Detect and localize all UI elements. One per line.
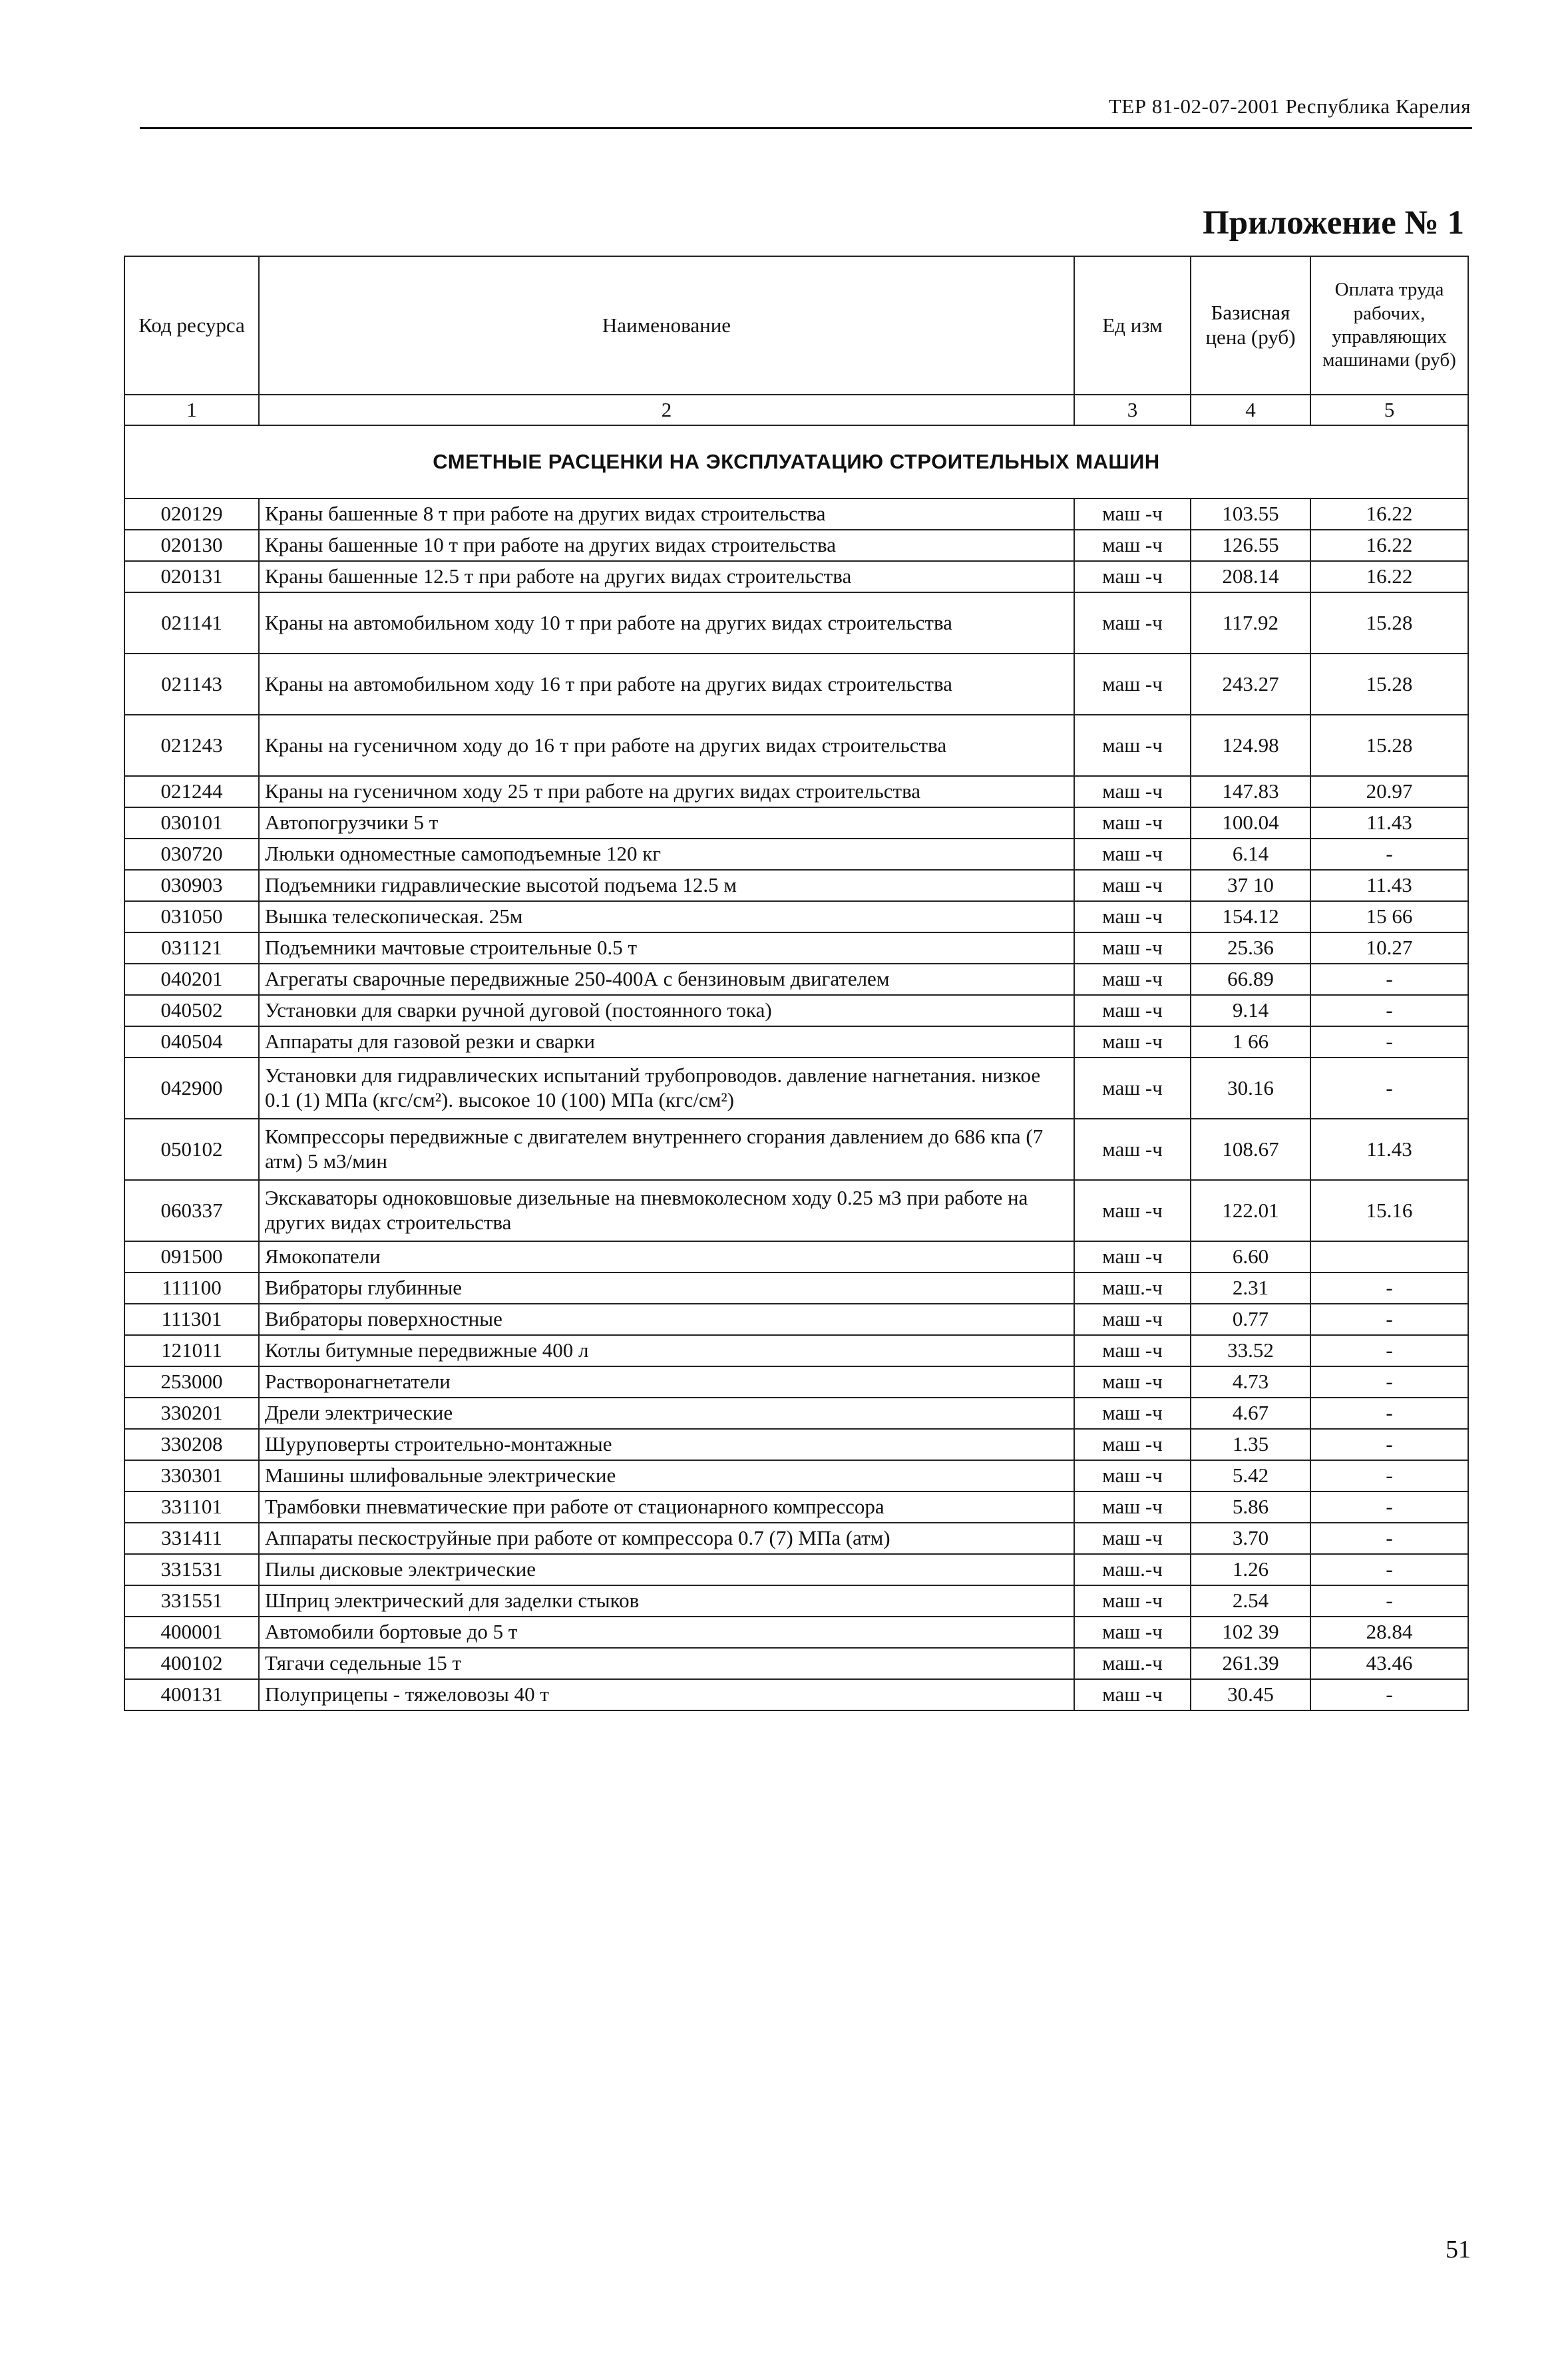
unit-cell: маш -ч — [1074, 1026, 1191, 1058]
table-row — [124, 1366, 1468, 1398]
unit-cell: маш -ч — [1074, 870, 1191, 901]
base-price-cell: 6.60 — [1191, 1241, 1310, 1273]
resource-name-cell: Котлы битумные передвижные 400 л — [259, 1335, 1074, 1366]
operator-wages-cell: - — [1310, 1304, 1468, 1335]
resource-name-cell: Автопогрузчики 5 т — [259, 807, 1074, 839]
table-row — [124, 995, 1468, 1026]
base-price-cell: 100.04 — [1191, 807, 1310, 839]
base-price-cell: 5.86 — [1191, 1491, 1310, 1523]
resource-name-cell: Экскаваторы одноковшовые дизельные на пневмоколесном ходу 0.25 м3 при работе на других видах строительства — [259, 1180, 1074, 1241]
resource-code-cell: 040504 — [124, 1026, 259, 1058]
operator-wages-cell: - — [1310, 995, 1468, 1026]
operator-wages-cell: 15.28 — [1310, 654, 1468, 715]
resource-name-cell: Краны на автомобильном ходу 16 т при работе на других видах строительства — [259, 654, 1074, 715]
column-number: 4 — [1191, 395, 1310, 425]
resource-name-cell: Люльки одноместные самоподъемные 120 кг — [259, 839, 1074, 870]
operator-wages-cell: - — [1310, 1058, 1468, 1119]
unit-cell: маш -ч — [1074, 1335, 1191, 1366]
base-price-cell: 261.39 — [1191, 1648, 1310, 1679]
unit-cell: маш -ч — [1074, 1180, 1191, 1241]
header-operator-wages: Оплата труда рабочих, управляющих машинами (руб) — [1310, 256, 1468, 395]
table-row — [124, 807, 1468, 839]
header-unit: Ед изм — [1074, 256, 1191, 395]
resource-name-cell: Вибраторы поверхностные — [259, 1304, 1074, 1335]
operator-wages-cell: 15 66 — [1310, 901, 1468, 932]
unit-cell: маш -ч — [1074, 592, 1191, 654]
unit-cell: маш -ч — [1074, 1523, 1191, 1554]
resource-name-cell: Подъемники гидравлические высотой подъема 12.5 м — [259, 870, 1074, 901]
table-row — [124, 715, 1468, 776]
operator-wages-cell: - — [1310, 1429, 1468, 1460]
table-row — [124, 1679, 1468, 1710]
operator-wages-cell: 10.27 — [1310, 932, 1468, 964]
unit-cell: маш -ч — [1074, 1119, 1191, 1180]
unit-cell: маш -ч — [1074, 561, 1191, 592]
resource-name-cell: Пилы дисковые электрические — [259, 1554, 1074, 1585]
table-row — [124, 1429, 1468, 1460]
resource-code-cell: 031050 — [124, 901, 259, 932]
base-price-cell: 5.42 — [1191, 1460, 1310, 1491]
column-number-row — [124, 395, 1468, 425]
resource-code-cell: 020131 — [124, 561, 259, 592]
base-price-cell: 208.14 — [1191, 561, 1310, 592]
unit-cell: маш -ч — [1074, 530, 1191, 561]
resource-code-cell: 111301 — [124, 1304, 259, 1335]
resource-code-cell: 030101 — [124, 807, 259, 839]
base-price-cell: 243.27 — [1191, 654, 1310, 715]
base-price-cell: 2.54 — [1191, 1585, 1310, 1617]
base-price-cell: 154.12 — [1191, 901, 1310, 932]
table-row — [124, 1273, 1468, 1304]
unit-cell: маш -ч — [1074, 932, 1191, 964]
column-number: 2 — [259, 395, 1074, 425]
operator-wages-cell: 11.43 — [1310, 807, 1468, 839]
resource-code-cell: 111100 — [124, 1273, 259, 1304]
resource-code-cell: 400102 — [124, 1648, 259, 1679]
header-row — [124, 256, 1468, 395]
resource-name-cell: Установки для гидравлических испытаний трубопроводов. давление нагнетания. низкое 0.1 (1) МПа (кгс/см²). высокое 10 (100) МПа (кгс/см²) — [259, 1058, 1074, 1119]
table-row — [124, 654, 1468, 715]
resource-name-cell: Краны на гусеничном ходу 25 т при работе на других видах строительства — [259, 776, 1074, 807]
base-price-cell: 102 39 — [1191, 1617, 1310, 1648]
resource-name-cell: Аппараты для газовой резки и сварки — [259, 1026, 1074, 1058]
operator-wages-cell: - — [1310, 1366, 1468, 1398]
resource-name-cell: Краны на автомобильном ходу 10 т при работе на других видах строительства — [259, 592, 1074, 654]
operator-wages-cell: - — [1310, 839, 1468, 870]
resource-code-cell: 331101 — [124, 1491, 259, 1523]
rates-table — [124, 256, 1469, 1711]
resource-name-cell: Компрессоры передвижные с двигателем внутреннего сгорания давлением до 686 кпа (7 атм) 5 м3/мин — [259, 1119, 1074, 1180]
resource-code-cell: 091500 — [124, 1241, 259, 1273]
base-price-cell: 9.14 — [1191, 995, 1310, 1026]
table-row — [124, 1119, 1468, 1180]
resource-code-cell: 400131 — [124, 1679, 259, 1710]
operator-wages-cell: 11.43 — [1310, 870, 1468, 901]
unit-cell: маш -ч — [1074, 1585, 1191, 1617]
table-row — [124, 839, 1468, 870]
table-row — [124, 1241, 1468, 1273]
base-price-cell: 37 10 — [1191, 870, 1310, 901]
table-row — [124, 1491, 1468, 1523]
unit-cell: маш -ч — [1074, 807, 1191, 839]
operator-wages-cell: - — [1310, 1273, 1468, 1304]
table-row — [124, 1026, 1468, 1058]
base-price-cell: 3.70 — [1191, 1523, 1310, 1554]
operator-wages-cell: 15.28 — [1310, 592, 1468, 654]
base-price-cell: 122.01 — [1191, 1180, 1310, 1241]
resource-code-cell: 030903 — [124, 870, 259, 901]
header-rule — [140, 127, 1472, 129]
unit-cell: маш -ч — [1074, 1241, 1191, 1273]
resource-code-cell: 030720 — [124, 839, 259, 870]
operator-wages-cell: 15.28 — [1310, 715, 1468, 776]
table-row — [124, 964, 1468, 995]
unit-cell: маш -ч — [1074, 995, 1191, 1026]
resource-code-cell: 021243 — [124, 715, 259, 776]
resource-code-cell: 021141 — [124, 592, 259, 654]
resource-code-cell: 330301 — [124, 1460, 259, 1491]
resource-name-cell: Растворонагнетатели — [259, 1366, 1074, 1398]
table-row — [124, 1398, 1468, 1429]
resource-code-cell: 331531 — [124, 1554, 259, 1585]
operator-wages-cell: 15.16 — [1310, 1180, 1468, 1241]
resource-name-cell: Шприц электрический для заделки стыков — [259, 1585, 1074, 1617]
table-row — [124, 1058, 1468, 1119]
operator-wages-cell: 43.46 — [1310, 1648, 1468, 1679]
resource-name-cell: Дрели электрические — [259, 1398, 1074, 1429]
table-row — [124, 530, 1468, 561]
resource-code-cell: 330208 — [124, 1429, 259, 1460]
operator-wages-cell: - — [1310, 1398, 1468, 1429]
resource-code-cell: 400001 — [124, 1617, 259, 1648]
unit-cell: маш -ч — [1074, 964, 1191, 995]
operator-wages-cell: - — [1310, 1554, 1468, 1585]
base-price-cell: 33.52 — [1191, 1335, 1310, 1366]
resource-name-cell: Аппараты пескоструйные при работе от компрессора 0.7 (7) МПа (атм) — [259, 1523, 1074, 1554]
resource-name-cell: Установки для сварки ручной дуговой (постоянного тока) — [259, 995, 1074, 1026]
resource-code-cell: 021244 — [124, 776, 259, 807]
resource-name-cell: Тягачи седельные 15 т — [259, 1648, 1074, 1679]
table-row — [124, 1648, 1468, 1679]
unit-cell: маш -ч — [1074, 1460, 1191, 1491]
resource-name-cell: Подъемники мачтовые строительные 0.5 т — [259, 932, 1074, 964]
operator-wages-cell: - — [1310, 1585, 1468, 1617]
table-row — [124, 1523, 1468, 1554]
unit-cell: маш -ч — [1074, 1429, 1191, 1460]
unit-cell: маш -ч — [1074, 1304, 1191, 1335]
resource-code-cell: 331411 — [124, 1523, 259, 1554]
rates-table-body — [124, 256, 1468, 1710]
base-price-cell: 6.14 — [1191, 839, 1310, 870]
unit-cell: маш -ч — [1074, 901, 1191, 932]
operator-wages-cell: - — [1310, 964, 1468, 995]
unit-cell: маш -ч — [1074, 839, 1191, 870]
operator-wages-cell: - — [1310, 1679, 1468, 1710]
base-price-cell: 2.31 — [1191, 1273, 1310, 1304]
resource-name-cell: Полуприцепы - тяжеловозы 40 т — [259, 1679, 1074, 1710]
base-price-cell: 66.89 — [1191, 964, 1310, 995]
resource-code-cell: 020129 — [124, 498, 259, 530]
unit-cell: маш.-ч — [1074, 1273, 1191, 1304]
resource-code-cell: 042900 — [124, 1058, 259, 1119]
resource-name-cell: Шуруповерты строительно-монтажные — [259, 1429, 1074, 1460]
base-price-cell: 1.26 — [1191, 1554, 1310, 1585]
unit-cell: маш -ч — [1074, 1058, 1191, 1119]
table-row — [124, 870, 1468, 901]
unit-cell: маш -ч — [1074, 715, 1191, 776]
table-row — [124, 932, 1468, 964]
resource-name-cell: Агрегаты сварочные передвижные 250-400А с бензиновым двигателем — [259, 964, 1074, 995]
header-base-price: Базисная цена (руб) — [1191, 256, 1310, 395]
base-price-cell: 0.77 — [1191, 1304, 1310, 1335]
table-row — [124, 1180, 1468, 1241]
resource-code-cell: 031121 — [124, 932, 259, 964]
operator-wages-cell: 16.22 — [1310, 530, 1468, 561]
base-price-cell: 4.67 — [1191, 1398, 1310, 1429]
column-number: 5 — [1310, 395, 1468, 425]
section-row — [124, 425, 1468, 498]
table-row — [124, 498, 1468, 530]
unit-cell: маш.-ч — [1074, 1554, 1191, 1585]
unit-cell: маш -ч — [1074, 1366, 1191, 1398]
resource-code-cell: 021143 — [124, 654, 259, 715]
operator-wages-cell: - — [1310, 1491, 1468, 1523]
resource-name-cell: Ямокопатели — [259, 1241, 1074, 1273]
unit-cell: маш -ч — [1074, 654, 1191, 715]
resource-name-cell: Автомобили бортовые до 5 т — [259, 1617, 1074, 1648]
resource-code-cell: 040502 — [124, 995, 259, 1026]
resource-code-cell: 331551 — [124, 1585, 259, 1617]
resource-code-cell: 330201 — [124, 1398, 259, 1429]
unit-cell: маш -ч — [1074, 776, 1191, 807]
base-price-cell: 25.36 — [1191, 932, 1310, 964]
operator-wages-cell: - — [1310, 1335, 1468, 1366]
resource-code-cell: 020130 — [124, 530, 259, 561]
table-row — [124, 1617, 1468, 1648]
resource-code-cell: 060337 — [124, 1180, 259, 1241]
header-name: Наименование — [259, 256, 1074, 395]
base-price-cell: 126.55 — [1191, 530, 1310, 561]
resource-name-cell: Краны башенные 10 т при работе на других видах строительства — [259, 530, 1074, 561]
table-row — [124, 776, 1468, 807]
operator-wages-cell — [1310, 1241, 1468, 1273]
resource-code-cell: 253000 — [124, 1366, 259, 1398]
operator-wages-cell: - — [1310, 1523, 1468, 1554]
table-row — [124, 592, 1468, 654]
operator-wages-cell: - — [1310, 1026, 1468, 1058]
resource-code-cell: 050102 — [124, 1119, 259, 1180]
operator-wages-cell: 20.97 — [1310, 776, 1468, 807]
resource-code-cell: 121011 — [124, 1335, 259, 1366]
resource-name-cell: Краны на гусеничном ходу до 16 т при работе на других видах строительства — [259, 715, 1074, 776]
appendix-title: Приложение № 1 — [1203, 204, 1464, 242]
base-price-cell: 1.35 — [1191, 1429, 1310, 1460]
resource-name-cell: Краны башенные 12.5 т при работе на других видах строительства — [259, 561, 1074, 592]
base-price-cell: 124.98 — [1191, 715, 1310, 776]
base-price-cell: 1 66 — [1191, 1026, 1310, 1058]
base-price-cell: 30.45 — [1191, 1679, 1310, 1710]
operator-wages-cell: - — [1310, 1460, 1468, 1491]
table-row — [124, 1554, 1468, 1585]
unit-cell: маш -ч — [1074, 1679, 1191, 1710]
unit-cell: маш.-ч — [1074, 1648, 1191, 1679]
base-price-cell: 103.55 — [1191, 498, 1310, 530]
unit-cell: маш -ч — [1074, 498, 1191, 530]
table-row — [124, 1585, 1468, 1617]
table-row — [124, 1335, 1468, 1366]
section-title: СМЕТНЫЕ РАСЦЕНКИ НА ЭКСПЛУАТАЦИЮ СТРОИТЕЛЬНЫХ МАШИН — [124, 425, 1468, 498]
base-price-cell: 108.67 — [1191, 1119, 1310, 1180]
operator-wages-cell: 16.22 — [1310, 498, 1468, 530]
unit-cell: маш -ч — [1074, 1491, 1191, 1523]
unit-cell: маш -ч — [1074, 1617, 1191, 1648]
resource-name-cell: Трамбовки пневматические при работе от стационарного компрессора — [259, 1491, 1074, 1523]
resource-name-cell: Вышка телескопическая. 25м — [259, 901, 1074, 932]
base-price-cell: 4.73 — [1191, 1366, 1310, 1398]
table-row — [124, 1460, 1468, 1491]
table-row — [124, 1304, 1468, 1335]
running-header: ТЕР 81-02-07-2001 Республика Карелия — [1108, 95, 1471, 118]
operator-wages-cell: 28.84 — [1310, 1617, 1468, 1648]
resource-name-cell: Машины шлифовальные электрические — [259, 1460, 1074, 1491]
table-row — [124, 901, 1468, 932]
base-price-cell: 147.83 — [1191, 776, 1310, 807]
resource-code-cell: 040201 — [124, 964, 259, 995]
resource-name-cell: Краны башенные 8 т при работе на других видах строительства — [259, 498, 1074, 530]
header-resource-code: Код ресурса — [124, 256, 259, 395]
column-number: 1 — [124, 395, 259, 425]
operator-wages-cell: 11.43 — [1310, 1119, 1468, 1180]
page-number: 51 — [1446, 2236, 1471, 2263]
column-number: 3 — [1074, 395, 1191, 425]
operator-wages-cell: 16.22 — [1310, 561, 1468, 592]
base-price-cell: 117.92 — [1191, 592, 1310, 654]
resource-name-cell: Вибраторы глубинные — [259, 1273, 1074, 1304]
unit-cell: маш -ч — [1074, 1398, 1191, 1429]
base-price-cell: 30.16 — [1191, 1058, 1310, 1119]
table-row — [124, 561, 1468, 592]
